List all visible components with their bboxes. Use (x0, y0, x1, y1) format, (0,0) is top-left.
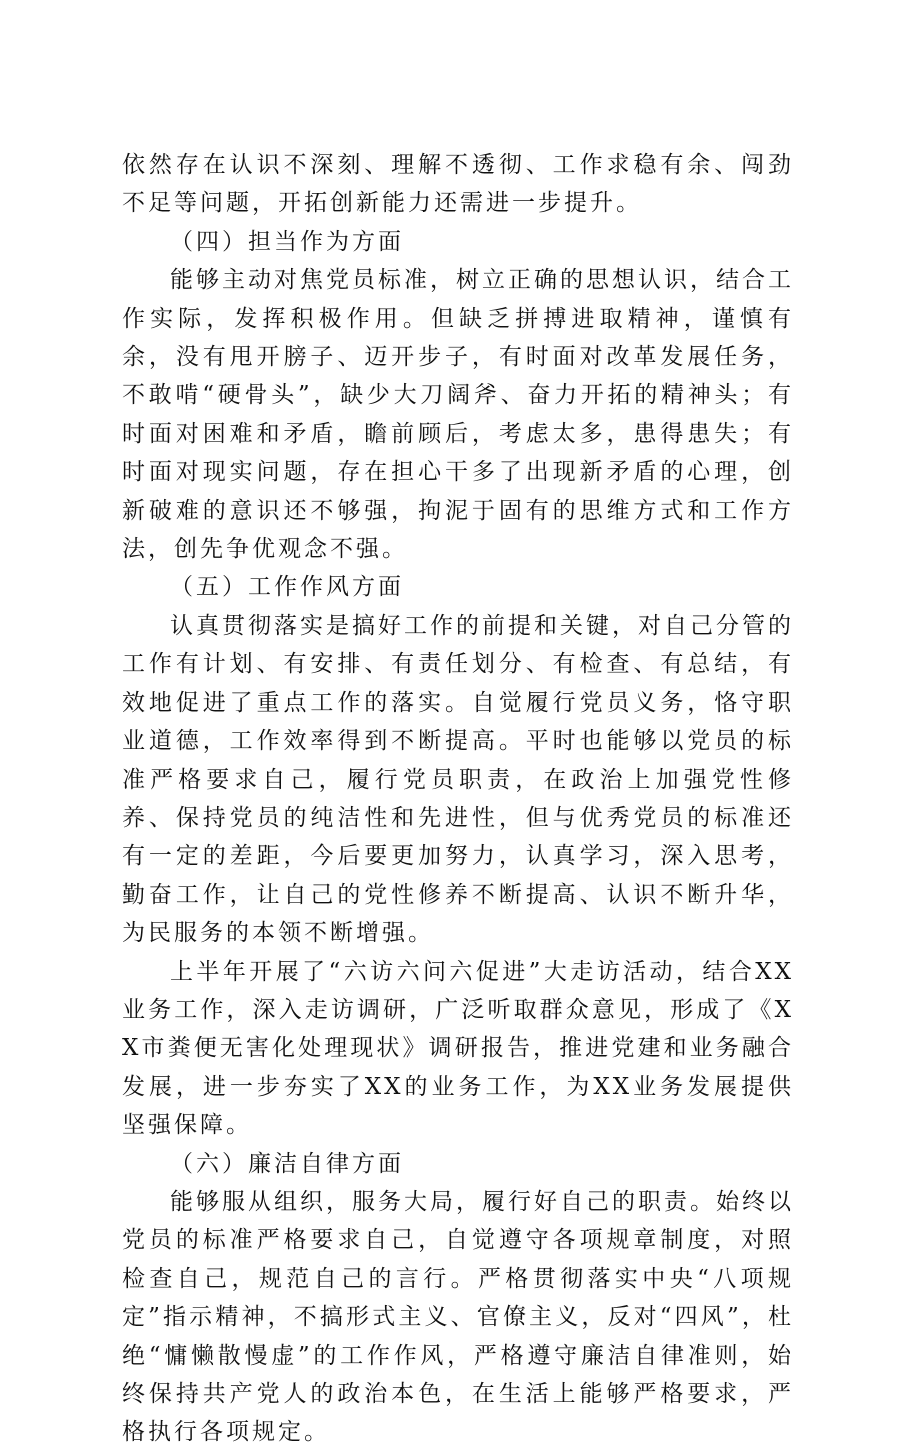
paragraph-continuation: 依然存在认识不深刻、理解不透彻、工作求稳有余、闯劲不足等问题，开拓创新能力还需进一步提升。 (122, 152, 794, 217)
section-heading-4: （四）担当作为方面 (170, 228, 404, 255)
paragraph-work-style: 认真贯彻落实是搞好工作的前提和关键，对自己分管的工作有计划、有安排、有责任划分、有检查、有总结，有效地促进了重点工作的落实。自觉履行党员义务，恪守职业道德，工作效率得到不断提高。平时也能够以党员的标准严格要求自己，履行党员职责，在政治上加强党性修养、保持党员的纯洁性和先进性，但与优秀党员的标准还有一定的差距，今后要更加努力，认真学习，深入思考，勤奋工作，让自己的党性修养不断提高、认识不断升华，为民服务的本领不断增强。 (122, 612, 794, 947)
document-body (122, 146, 794, 1452)
paragraph-integrity: 能够服从组织，服务大局，履行好自己的职责。始终以党员的标准严格要求自己，自觉遵守各项规章制度，对照检查自己，规范自己的言行。严格贯彻落实中央“八项规定”指示精神，不搞形式主义、官僚主义，反对“四风”，杜绝“慵懒散慢虚”的工作作风，严格遵守廉洁自律准则，始终保持共产党人的政治本色，在生活上能够严格要求，严格执行各项规定。 (122, 1188, 794, 1446)
section-heading-5: （五）工作作风方面 (170, 574, 404, 601)
section-heading-6: （六）廉洁自律方面 (170, 1150, 404, 1177)
paragraph-responsibility: 能够主动对焦党员标准，树立正确的思想认识，结合工作实际，发挥积极作用。但缺乏拼搏进取精神，谨慎有余，没有甩开膀子、迈开步子，有时面对改革发展任务，不敢啃“硬骨头”，缺少大刀阔斧、奋力开拓的精神头；有时面对困难和矛盾，瞻前顾后，考虑太多，患得患失；有时面对现实问题，存在担心干多了出现新矛盾的心理，创新破难的意识还不够强，拘泥于固有的思维方式和工作方法，创先争优观念不强。 (122, 267, 794, 563)
paragraph-visit-activity: 上半年开展了“六访六问六促进”大走访活动，结合XX业务工作，深入走访调研，广泛听取群众意见，形成了《XX市粪便无害化处理现状》调研报告，推进党建和业务融合发展，进一步夯实了XX的业务工作，为XX业务发展提供坚强保障。 (122, 958, 794, 1139)
